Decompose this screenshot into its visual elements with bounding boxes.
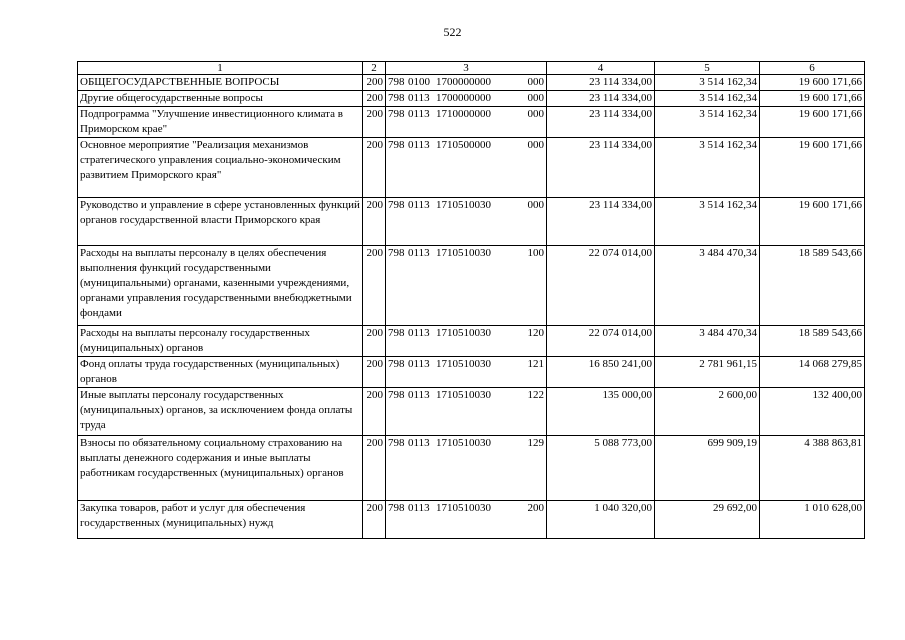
code-grbs: 798 (388, 389, 405, 401)
row-col5-cell: 3 514 162,34 (655, 107, 760, 138)
row-code-cell (386, 436, 547, 501)
code-expense-type: 000 (527, 92, 544, 104)
row-col2-cell: 200 (363, 246, 386, 326)
code-group (388, 501, 544, 516)
row-col2-cell: 200 (363, 138, 386, 198)
row-col6-cell: 18 589 543,66 (760, 326, 865, 357)
code-section: 0113 (408, 502, 430, 514)
code-target: 1710510030 (436, 389, 491, 401)
row-col6-cell: 132 400,00 (760, 388, 865, 436)
code-grbs: 798 (388, 327, 405, 339)
row-col2-cell: 200 (363, 388, 386, 436)
code-grbs: 798 (388, 139, 405, 151)
header-col-1: 1 (78, 62, 363, 75)
code-group (388, 326, 544, 341)
row-col6-cell: 19 600 171,66 (760, 198, 865, 246)
table-row (78, 357, 865, 388)
code-expense-type: 000 (527, 139, 544, 151)
row-col4-cell: 23 114 334,00 (547, 75, 655, 91)
code-section: 0113 (408, 92, 430, 104)
table-row (78, 246, 865, 326)
row-col2-cell: 200 (363, 91, 386, 107)
code-target: 1710500000 (436, 139, 491, 151)
row-name-cell: Другие общегосударственные вопросы (78, 91, 363, 107)
header-col-3: 3 (386, 62, 547, 75)
header-row (78, 62, 865, 75)
table-row (78, 107, 865, 138)
row-col4-cell: 23 114 334,00 (547, 198, 655, 246)
code-section: 0113 (408, 199, 430, 211)
code-grbs: 798 (388, 92, 405, 104)
row-col5-cell: 3 514 162,34 (655, 198, 760, 246)
table-body (78, 75, 865, 539)
row-col4-cell: 22 074 014,00 (547, 326, 655, 357)
row-col4-cell: 23 114 334,00 (547, 138, 655, 198)
row-col2-cell: 200 (363, 436, 386, 501)
code-expense-type: 000 (527, 108, 544, 120)
code-expense-type: 121 (527, 358, 544, 370)
code-section: 0113 (408, 108, 430, 120)
code-grbs: 798 (388, 108, 405, 120)
code-target: 1710510030 (436, 247, 491, 259)
code-target: 1710510030 (436, 358, 491, 370)
code-grbs: 798 (388, 502, 405, 514)
row-code-cell (386, 198, 547, 246)
row-code-cell (386, 326, 547, 357)
row-col2-cell: 200 (363, 501, 386, 539)
table-row (78, 75, 865, 91)
row-col6-cell: 19 600 171,66 (760, 75, 865, 91)
row-col4-cell: 23 114 334,00 (547, 107, 655, 138)
code-grbs: 798 (388, 76, 405, 88)
row-col5-cell: 699 909,19 (655, 436, 760, 501)
table-row (78, 326, 865, 357)
code-group (388, 357, 544, 372)
code-group (388, 138, 544, 153)
code-group (388, 75, 544, 90)
row-col4-cell: 1 040 320,00 (547, 501, 655, 539)
code-group (388, 388, 544, 403)
code-target: 1710510030 (436, 327, 491, 339)
code-group (388, 198, 544, 213)
row-col6-cell: 14 068 279,85 (760, 357, 865, 388)
row-col2-cell: 200 (363, 357, 386, 388)
code-grbs: 798 (388, 199, 405, 211)
table-row (78, 436, 865, 501)
row-col4-cell: 23 114 334,00 (547, 91, 655, 107)
row-col5-cell: 3 514 162,34 (655, 138, 760, 198)
row-col5-cell: 3 484 470,34 (655, 246, 760, 326)
code-target: 1710510030 (436, 199, 491, 211)
row-code-cell (386, 75, 547, 91)
row-col2-cell: 200 (363, 107, 386, 138)
row-col5-cell: 2 781 961,15 (655, 357, 760, 388)
code-expense-type: 129 (527, 437, 544, 449)
code-group (388, 436, 544, 451)
row-col6-cell: 19 600 171,66 (760, 107, 865, 138)
code-expense-type: 120 (527, 327, 544, 339)
code-expense-type: 100 (527, 247, 544, 259)
row-code-cell (386, 91, 547, 107)
code-section: 0113 (408, 139, 430, 151)
header-col-5: 5 (655, 62, 760, 75)
row-col6-cell: 19 600 171,66 (760, 138, 865, 198)
row-col5-cell: 29 692,00 (655, 501, 760, 539)
header-col-4: 4 (547, 62, 655, 75)
row-code-cell (386, 501, 547, 539)
row-name-cell: Расходы на выплаты персоналу в целях обеспечения выполнения функций государственными (муниципальными) органами, казенными учреждениями, органами управления государственными внебюджетными фондами (78, 246, 363, 326)
code-grbs: 798 (388, 358, 405, 370)
row-col6-cell: 1 010 628,00 (760, 501, 865, 539)
page-number: 522 (443, 25, 462, 39)
row-name-cell: Взносы по обязательному социальному страхованию на выплаты денежного содержания и иные выплаты работникам государственных (муниципальных) органов (78, 436, 363, 501)
code-section: 0113 (408, 437, 430, 449)
table-header (78, 62, 865, 75)
code-section: 0100 (408, 76, 430, 88)
table-row (78, 91, 865, 107)
code-target: 1710000000 (436, 108, 491, 120)
row-name-cell: Фонд оплаты труда государственных (муниципальных) органов (78, 357, 363, 388)
code-expense-type: 000 (527, 199, 544, 211)
row-name-cell: Основное мероприятие "Реализация механизмов стратегического управления социально-экономическим развитием Приморского края" (78, 138, 363, 198)
code-expense-type: 000 (527, 76, 544, 88)
code-target: 1710510030 (436, 437, 491, 449)
row-name-cell: Подпрограмма "Улучшение инвестиционного климата в Приморском крае" (78, 107, 363, 138)
code-expense-type: 122 (527, 389, 544, 401)
row-name-cell: Руководство и управление в сфере установленных функций органов государственной власти Приморского края (78, 198, 363, 246)
row-col4-cell: 135 000,00 (547, 388, 655, 436)
table-row (78, 198, 865, 246)
row-col5-cell: 3 514 162,34 (655, 75, 760, 91)
code-expense-type: 200 (527, 502, 544, 514)
row-code-cell (386, 107, 547, 138)
code-grbs: 798 (388, 437, 405, 449)
code-section: 0113 (408, 247, 430, 259)
row-col5-cell: 2 600,00 (655, 388, 760, 436)
table-row (78, 138, 865, 198)
code-group (388, 246, 544, 261)
header-col-2: 2 (363, 62, 386, 75)
row-col4-cell: 16 850 241,00 (547, 357, 655, 388)
table-row (78, 501, 865, 539)
row-code-cell (386, 388, 547, 436)
code-target: 1700000000 (436, 76, 491, 88)
budget-table (77, 61, 865, 539)
code-section: 0113 (408, 327, 430, 339)
row-col6-cell: 19 600 171,66 (760, 91, 865, 107)
row-code-cell (386, 246, 547, 326)
row-name-cell: Иные выплаты персоналу государственных (муниципальных) органов, за исключением фонда оплаты труда (78, 388, 363, 436)
code-section: 0113 (408, 389, 430, 401)
row-name-cell: Закупка товаров, работ и услуг для обеспечения государственных (муниципальных) нужд (78, 501, 363, 539)
header-col-6: 6 (760, 62, 865, 75)
code-group (388, 91, 544, 106)
code-section: 0113 (408, 358, 430, 370)
row-col2-cell: 200 (363, 198, 386, 246)
row-code-cell (386, 357, 547, 388)
row-col5-cell: 3 484 470,34 (655, 326, 760, 357)
row-col4-cell: 5 088 773,00 (547, 436, 655, 501)
row-col4-cell: 22 074 014,00 (547, 246, 655, 326)
code-grbs: 798 (388, 247, 405, 259)
code-target: 1710510030 (436, 502, 491, 514)
row-col2-cell: 200 (363, 326, 386, 357)
code-group (388, 107, 544, 122)
table-row (78, 388, 865, 436)
row-col2-cell: 200 (363, 75, 386, 91)
row-col6-cell: 4 388 863,81 (760, 436, 865, 501)
row-name-cell: Расходы на выплаты персоналу государственных (муниципальных) органов (78, 326, 363, 357)
row-name-cell: ОБЩЕГОСУДАРСТВЕННЫЕ ВОПРОСЫ (78, 75, 363, 91)
row-col6-cell: 18 589 543,66 (760, 246, 865, 326)
row-code-cell (386, 138, 547, 198)
row-col5-cell: 3 514 162,34 (655, 91, 760, 107)
code-target: 1700000000 (436, 92, 491, 104)
